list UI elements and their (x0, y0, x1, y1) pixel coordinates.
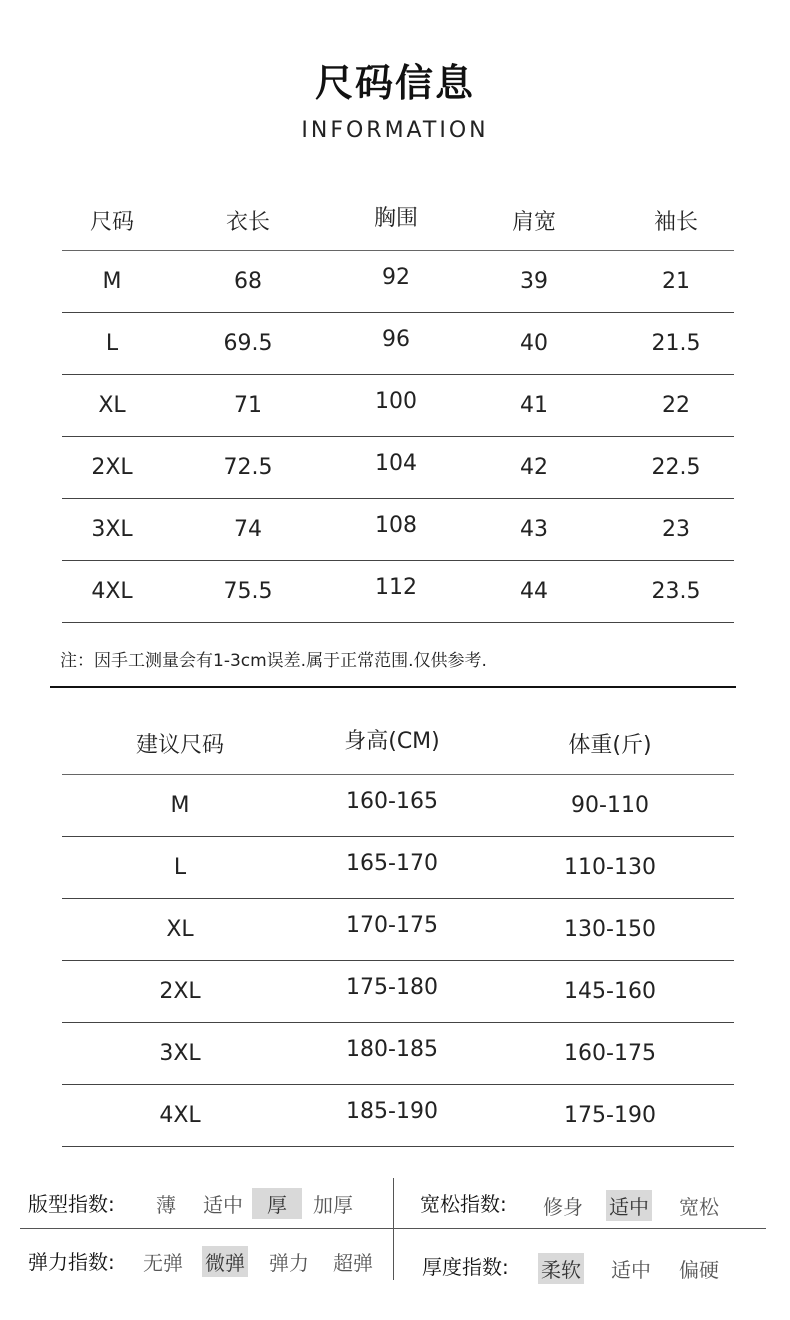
table-row (62, 313, 734, 375)
page-title: 尺码信息 (314, 61, 475, 105)
table-row (62, 837, 734, 899)
looseness-option: 宽松 (679, 1195, 719, 1219)
cell-height: 175-180 (346, 975, 438, 1000)
table-row (62, 499, 734, 561)
indices-vertical-rule (393, 1178, 394, 1280)
table-row (62, 561, 734, 623)
looseness-option: 修身 (543, 1195, 583, 1219)
cell-height: 165-170 (346, 851, 438, 876)
column-header: 袖长 (653, 209, 698, 235)
cell-size: 3XL (159, 1041, 201, 1066)
cell-size: 4XL (159, 1103, 201, 1128)
looseness-option-selected: 适中 (606, 1190, 652, 1221)
cell-sleeve: 22.5 (651, 455, 701, 480)
cell-size: 2XL (159, 979, 201, 1004)
looseness-index-label: 宽松指数: (420, 1192, 507, 1216)
cell-weight: 145-160 (564, 979, 656, 1004)
cell-chest: 108 (375, 513, 417, 538)
table-row (62, 899, 734, 961)
thickness-option-selected: 柔软 (538, 1253, 584, 1284)
cell-chest: 92 (382, 265, 410, 290)
cell-chest: 96 (382, 327, 410, 352)
cell-size: M (102, 269, 122, 294)
measurement-note: 注：因手工测量会有1-3cm误差.属于正常范围.仅供参考. (60, 651, 487, 671)
cell-length: 69.5 (223, 331, 273, 356)
cell-weight: 175-190 (564, 1103, 656, 1128)
cell-weight: 160-175 (564, 1041, 656, 1066)
column-header: 肩宽 (511, 209, 556, 235)
cell-shoulder: 40 (520, 331, 548, 356)
cell-size: 4XL (91, 579, 133, 604)
thickness-option: 偏硬 (679, 1258, 719, 1282)
column-header: 身高(CM) (344, 729, 440, 754)
table-row (62, 251, 734, 313)
fit-option-selected: 厚 (252, 1188, 302, 1219)
elasticity-option: 超弹 (333, 1251, 373, 1275)
cell-chest: 112 (375, 575, 417, 600)
elasticity-option-selected: 微弹 (202, 1246, 248, 1277)
cell-shoulder: 39 (520, 269, 548, 294)
fit-option: 加厚 (313, 1193, 353, 1217)
cell-size: 3XL (91, 517, 133, 542)
cell-shoulder: 44 (520, 579, 548, 604)
cell-size: L (173, 855, 187, 880)
cell-shoulder: 41 (520, 393, 548, 418)
column-header: 体重(斤) (568, 733, 652, 758)
cell-length: 75.5 (223, 579, 273, 604)
column-header: 尺码 (89, 209, 134, 235)
cell-sleeve: 23 (662, 517, 690, 542)
table-row (62, 1085, 734, 1147)
section-divider (50, 686, 736, 688)
cell-sleeve: 22 (662, 393, 690, 418)
cell-weight: 130-150 (564, 917, 656, 942)
fit-option: 薄 (156, 1193, 176, 1217)
table-row (62, 437, 734, 499)
size-table-header (62, 190, 734, 251)
cell-weight: 110-130 (564, 855, 656, 880)
cell-length: 68 (234, 269, 262, 294)
cell-sleeve: 21.5 (651, 331, 701, 356)
cell-height: 170-175 (346, 913, 438, 938)
cell-shoulder: 42 (520, 455, 548, 480)
recommend-table (62, 713, 734, 1147)
elasticity-option: 弹力 (269, 1251, 309, 1275)
cell-size: M (170, 793, 190, 818)
cell-height: 185-190 (346, 1099, 438, 1124)
cell-chest: 100 (375, 389, 417, 414)
cell-size: 2XL (91, 455, 133, 480)
size-table (62, 190, 734, 623)
table-row (62, 375, 734, 437)
table-row (62, 961, 734, 1023)
column-header: 建议尺码 (135, 733, 224, 758)
fit-option: 适中 (203, 1193, 243, 1217)
fit-index-label: 版型指数: (28, 1192, 115, 1216)
cell-size: L (105, 331, 119, 356)
cell-weight: 90-110 (571, 793, 649, 818)
cell-sleeve: 21 (662, 269, 690, 294)
cell-chest: 104 (375, 451, 417, 476)
cell-sleeve: 23.5 (651, 579, 701, 604)
thickness-option: 适中 (611, 1258, 651, 1282)
elasticity-index-label: 弹力指数: (28, 1250, 115, 1274)
recommend-table-header (62, 713, 734, 775)
column-header: 衣长 (225, 209, 270, 235)
elasticity-option: 无弹 (143, 1251, 183, 1275)
cell-length: 74 (234, 517, 262, 542)
table-row (62, 1023, 734, 1085)
cell-height: 160-165 (346, 789, 438, 814)
cell-size: XL (98, 393, 126, 418)
page-subtitle: INFORMATION (301, 118, 489, 143)
cell-length: 71 (234, 393, 262, 418)
table-row (62, 775, 734, 837)
cell-length: 72.5 (223, 455, 273, 480)
cell-height: 180-185 (346, 1037, 438, 1062)
cell-shoulder: 43 (520, 517, 548, 542)
thickness-index-label: 厚度指数: (422, 1255, 509, 1279)
column-header: 胸围 (373, 205, 418, 231)
cell-size: XL (166, 917, 194, 942)
